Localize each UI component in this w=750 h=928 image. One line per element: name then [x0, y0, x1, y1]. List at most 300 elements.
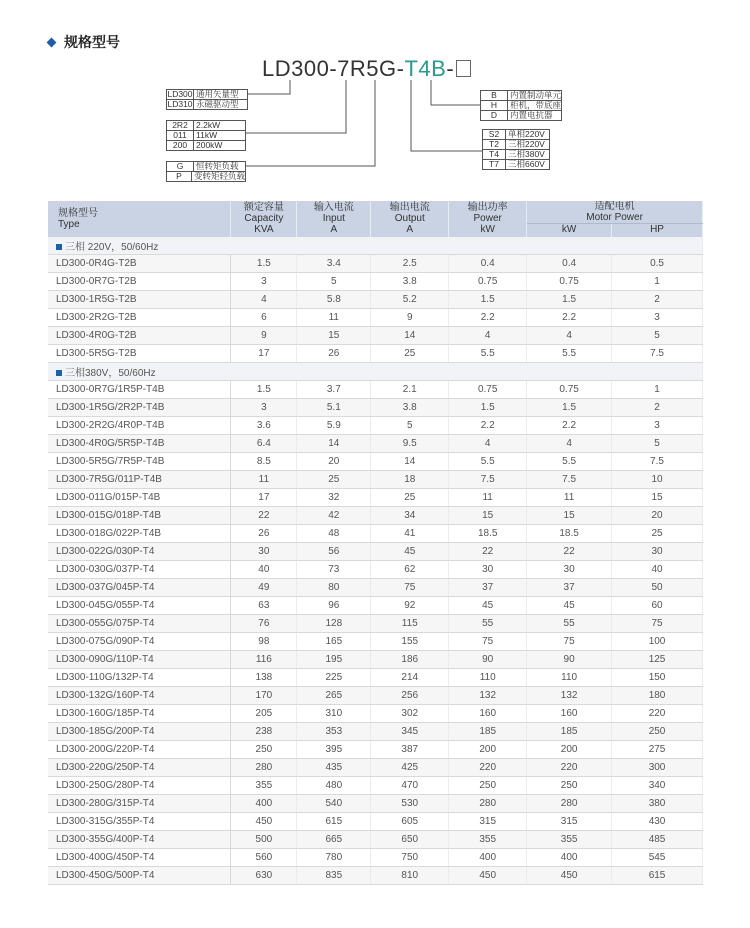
- cell-capacity: 3.6: [231, 417, 297, 435]
- cell-power: 1.5: [449, 291, 527, 309]
- header-power-unit: kW: [449, 224, 527, 238]
- cell-input: 165: [297, 633, 371, 651]
- cell-motor-kw: 7.5: [527, 471, 612, 489]
- cell-output: 9: [371, 309, 449, 327]
- cell-motor-kw: 75: [527, 633, 612, 651]
- header-type: [48, 201, 231, 237]
- cell-motor-kw: 200: [527, 741, 612, 759]
- cell-motor-hp: 5: [612, 327, 703, 345]
- cell-output: 750: [371, 849, 449, 867]
- table-row: [48, 525, 703, 543]
- cell-input: 73: [297, 561, 371, 579]
- table-row: [48, 705, 703, 723]
- cell-output: 345: [371, 723, 449, 741]
- cell-output: 14: [371, 327, 449, 345]
- table-row: [48, 723, 703, 741]
- cell-motor-kw: 280: [527, 795, 612, 813]
- table-row: [48, 561, 703, 579]
- cell-capacity: 1.5: [231, 255, 297, 273]
- cell-type: LD300-1R5G-T2B: [48, 291, 231, 309]
- cell-power: 5.5: [449, 345, 527, 363]
- cell-power: 37: [449, 579, 527, 597]
- cell-power: 355: [449, 831, 527, 849]
- code-voltage: T4: [404, 56, 432, 81]
- cell-motor-hp: 5: [612, 435, 703, 453]
- legend-voltage-row: [483, 159, 549, 169]
- legend-value: 三相660V: [508, 159, 545, 169]
- cell-motor-hp: 545: [612, 849, 703, 867]
- section-title-text: 规格型号: [64, 34, 120, 50]
- cell-output: 14: [371, 453, 449, 471]
- legend-key: T4: [483, 150, 506, 159]
- cell-output: 25: [371, 489, 449, 507]
- cell-type: LD300-185G/200P-T4: [48, 723, 231, 741]
- cell-power: 220: [449, 759, 527, 777]
- cell-motor-kw: 400: [527, 849, 612, 867]
- cell-motor-hp: 7.5: [612, 453, 703, 471]
- legend-value: 永磁驱动型: [196, 99, 239, 109]
- cell-capacity: 3: [231, 273, 297, 291]
- cell-input: 3.7: [297, 381, 371, 399]
- legend-value: 通用矢量型: [196, 89, 239, 99]
- cell-input: 11: [297, 309, 371, 327]
- legend-value: 2.2kW: [196, 120, 221, 130]
- cell-capacity: 22: [231, 507, 297, 525]
- cell-output: 41: [371, 525, 449, 543]
- cell-capacity: 630: [231, 867, 297, 885]
- cell-type: LD300-4R0G-T2B: [48, 327, 231, 345]
- table-header-row: [48, 201, 703, 224]
- cell-motor-kw: 5.5: [527, 453, 612, 471]
- legend-series: [166, 89, 248, 110]
- cell-type: LD300-7R5G/011P-T4B: [48, 471, 231, 489]
- table-row: [48, 345, 703, 363]
- cell-motor-kw: 185: [527, 723, 612, 741]
- cell-motor-kw: 110: [527, 669, 612, 687]
- cell-power: 400: [449, 849, 527, 867]
- cell-input: 20: [297, 453, 371, 471]
- cell-capacity: 6: [231, 309, 297, 327]
- cell-output: 214: [371, 669, 449, 687]
- legend-power-row: [167, 140, 245, 150]
- cell-type: LD300-5R5G-T2B: [48, 345, 231, 363]
- table-group-row: [48, 363, 703, 381]
- header-type-en: Type: [58, 219, 80, 230]
- cell-output: 470: [371, 777, 449, 795]
- legend-key: LD300: [167, 89, 193, 99]
- header-capacity-en: Capacity: [244, 212, 284, 224]
- header-output-unit: A: [371, 224, 449, 238]
- group-label: 三相 220V，50/60Hz: [65, 242, 159, 253]
- cell-type: LD300-045G/055P-T4: [48, 597, 231, 615]
- cell-motor-kw: 160: [527, 705, 612, 723]
- group-label-cell: [48, 237, 703, 255]
- cell-motor-hp: 2: [612, 399, 703, 417]
- code-sep-2: -: [396, 56, 405, 81]
- cell-type: LD300-0R7G/1R5P-T4B: [48, 381, 231, 399]
- cell-motor-kw: 0.4: [527, 255, 612, 273]
- cell-type: LD300-055G/075P-T4: [48, 615, 231, 633]
- cell-output: 155: [371, 633, 449, 651]
- cell-power: 1.5: [449, 399, 527, 417]
- table-row: [48, 543, 703, 561]
- table-row: [48, 867, 703, 885]
- table-row: [48, 795, 703, 813]
- table-row: [48, 273, 703, 291]
- cell-type: LD300-090G/110P-T4: [48, 651, 231, 669]
- cell-motor-kw: 4: [527, 435, 612, 453]
- cell-input: 32: [297, 489, 371, 507]
- cell-input: 80: [297, 579, 371, 597]
- group-label-cell: [48, 363, 703, 381]
- table-row: [48, 507, 703, 525]
- cell-type: LD300-022G/030P-T4: [48, 543, 231, 561]
- cell-capacity: 30: [231, 543, 297, 561]
- cell-type: LD300-220G/250P-T4: [48, 759, 231, 777]
- table-row: [48, 633, 703, 651]
- cell-output: 5.2: [371, 291, 449, 309]
- cell-output: 605: [371, 813, 449, 831]
- cell-input: 780: [297, 849, 371, 867]
- cell-type: LD300-450G/500P-T4: [48, 867, 231, 885]
- table-row: [48, 471, 703, 489]
- cell-motor-hp: 1: [612, 381, 703, 399]
- cell-motor-kw: 0.75: [527, 273, 612, 291]
- header-power-cn: 输出功率: [467, 201, 508, 213]
- cell-motor-hp: 220: [612, 705, 703, 723]
- cell-type: LD300-018G/022P-T4B: [48, 525, 231, 543]
- cell-capacity: 205: [231, 705, 297, 723]
- table-row: [48, 327, 703, 345]
- cell-motor-kw: 0.75: [527, 381, 612, 399]
- cell-motor-hp: 615: [612, 867, 703, 885]
- legend-voltage: [482, 129, 550, 170]
- cell-input: 225: [297, 669, 371, 687]
- cell-motor-hp: 7.5: [612, 345, 703, 363]
- cell-motor-hp: 340: [612, 777, 703, 795]
- cell-input: 615: [297, 813, 371, 831]
- cell-output: 302: [371, 705, 449, 723]
- cell-capacity: 280: [231, 759, 297, 777]
- cell-type: LD300-015G/018P-T4B: [48, 507, 231, 525]
- legend-value: 11kW: [196, 130, 218, 140]
- cell-motor-kw: 2.2: [527, 309, 612, 327]
- cell-motor-hp: 380: [612, 795, 703, 813]
- cell-input: 26: [297, 345, 371, 363]
- cell-capacity: 4: [231, 291, 297, 309]
- table-row: [48, 435, 703, 453]
- legend-load-row: [167, 162, 245, 171]
- cell-motor-kw: 2.2: [527, 417, 612, 435]
- cell-motor-kw: 5.5: [527, 345, 612, 363]
- cell-capacity: 40: [231, 561, 297, 579]
- cell-type: LD300-011G/015P-T4B: [48, 489, 231, 507]
- code-power: 7R5G: [337, 56, 397, 81]
- table-row: [48, 309, 703, 327]
- cell-motor-hp: 275: [612, 741, 703, 759]
- cell-output: 25: [371, 345, 449, 363]
- header-motor-en: Motor Power: [586, 212, 643, 223]
- legend-load: [166, 161, 246, 182]
- table-row: [48, 759, 703, 777]
- cell-input: 14: [297, 435, 371, 453]
- cell-output: 387: [371, 741, 449, 759]
- table-row: [48, 489, 703, 507]
- cell-input: 835: [297, 867, 371, 885]
- cell-power: 2.2: [449, 309, 527, 327]
- cell-power: 11: [449, 489, 527, 507]
- cell-capacity: 560: [231, 849, 297, 867]
- code-sep-1: -: [329, 56, 338, 81]
- cell-power: 132: [449, 687, 527, 705]
- table-row: [48, 615, 703, 633]
- table-row: [48, 651, 703, 669]
- cell-output: 650: [371, 831, 449, 849]
- cell-output: 425: [371, 759, 449, 777]
- table-row: [48, 777, 703, 795]
- table-row: [48, 813, 703, 831]
- header-input: [297, 201, 371, 224]
- cell-power: 75: [449, 633, 527, 651]
- cell-output: 186: [371, 651, 449, 669]
- code-connector-lines: [0, 0, 750, 200]
- cell-motor-hp: 15: [612, 489, 703, 507]
- cell-capacity: 8.5: [231, 453, 297, 471]
- header-output-cn: 输出电流: [389, 201, 430, 213]
- cell-capacity: 170: [231, 687, 297, 705]
- table-row: [48, 453, 703, 471]
- square-bullet-icon: [56, 370, 62, 376]
- cell-power: 30: [449, 561, 527, 579]
- legend-series-row: [167, 99, 247, 109]
- cell-type: LD300-355G/400P-T4: [48, 831, 231, 849]
- legend-value: 柜机，带底座: [509, 100, 561, 110]
- cell-type: LD300-315G/355P-T4: [48, 813, 231, 831]
- cell-motor-kw: 90: [527, 651, 612, 669]
- cell-power: 280: [449, 795, 527, 813]
- cell-power: 5.5: [449, 453, 527, 471]
- cell-motor-hp: 3: [612, 417, 703, 435]
- cell-input: 42: [297, 507, 371, 525]
- header-capacity: [231, 201, 297, 224]
- legend-value: 恒转矩负载: [196, 161, 239, 171]
- legend-value: 内置制动单元: [509, 90, 561, 100]
- table-row: [48, 687, 703, 705]
- legend-key: LD310: [167, 99, 193, 109]
- cell-motor-hp: 60: [612, 597, 703, 615]
- cell-output: 115: [371, 615, 449, 633]
- cell-input: 3.4: [297, 255, 371, 273]
- legend-key: 011: [167, 131, 194, 140]
- cell-power: 450: [449, 867, 527, 885]
- cell-capacity: 76: [231, 615, 297, 633]
- cell-motor-kw: 220: [527, 759, 612, 777]
- legend-key: 200: [167, 141, 194, 150]
- cell-capacity: 400: [231, 795, 297, 813]
- cell-output: 2.5: [371, 255, 449, 273]
- code-sep-3: -: [446, 56, 455, 81]
- cell-type: LD300-5R5G/7R5P-T4B: [48, 453, 231, 471]
- cell-power: 0.4: [449, 255, 527, 273]
- cell-motor-hp: 485: [612, 831, 703, 849]
- legend-value: 单相220V: [508, 129, 545, 139]
- table-group-row: [48, 237, 703, 255]
- cell-motor-kw: 450: [527, 867, 612, 885]
- legend-voltage-row: [483, 130, 549, 139]
- cell-type: LD300-2R2G-T2B: [48, 309, 231, 327]
- cell-power: 0.75: [449, 273, 527, 291]
- square-bullet-icon: [56, 244, 62, 250]
- cell-type: LD300-037G/045P-T4: [48, 579, 231, 597]
- header-input-en: Input: [322, 212, 345, 224]
- cell-capacity: 500: [231, 831, 297, 849]
- cell-input: 540: [297, 795, 371, 813]
- header-input-unit: A: [297, 224, 371, 238]
- legend-key: H: [481, 101, 508, 110]
- cell-type: LD300-250G/280P-T4: [48, 777, 231, 795]
- cell-capacity: 1.5: [231, 381, 297, 399]
- spec-table: [48, 201, 703, 885]
- table-row: [48, 579, 703, 597]
- table-row: [48, 831, 703, 849]
- legend-load-row: [167, 171, 245, 181]
- cell-power: 200: [449, 741, 527, 759]
- legend-power-row: [167, 130, 245, 140]
- cell-power: 250: [449, 777, 527, 795]
- cell-input: 665: [297, 831, 371, 849]
- cell-motor-kw: 4: [527, 327, 612, 345]
- cell-type: LD300-132G/160P-T4: [48, 687, 231, 705]
- cell-motor-hp: 0.5: [612, 255, 703, 273]
- cell-motor-hp: 25: [612, 525, 703, 543]
- cell-motor-kw: 1.5: [527, 399, 612, 417]
- header-motor-hp-unit: HP: [612, 224, 703, 238]
- cell-output: 810: [371, 867, 449, 885]
- legend-options-row: [481, 110, 561, 120]
- cell-power: 2.2: [449, 417, 527, 435]
- table-row: [48, 669, 703, 687]
- header-motor-cn: 适配电机: [594, 201, 635, 212]
- cell-type: LD300-400G/450P-T4: [48, 849, 231, 867]
- cell-power: 22: [449, 543, 527, 561]
- cell-output: 530: [371, 795, 449, 813]
- header-output: [371, 201, 449, 224]
- legend-value: 内置电抗器: [510, 110, 553, 120]
- header-motor: [527, 201, 703, 224]
- cell-motor-kw: 132: [527, 687, 612, 705]
- cell-motor-kw: 1.5: [527, 291, 612, 309]
- cell-capacity: 238: [231, 723, 297, 741]
- cell-input: 195: [297, 651, 371, 669]
- cell-input: 5: [297, 273, 371, 291]
- code-series: LD300: [262, 56, 330, 81]
- cell-motor-hp: 430: [612, 813, 703, 831]
- legend-voltage-row: [483, 139, 549, 149]
- cell-power: 185: [449, 723, 527, 741]
- table-row: [48, 255, 703, 273]
- table-row: [48, 597, 703, 615]
- table-row: [48, 381, 703, 399]
- cell-input: 5.8: [297, 291, 371, 309]
- cell-capacity: 3: [231, 399, 297, 417]
- cell-motor-hp: 250: [612, 723, 703, 741]
- cell-output: 62: [371, 561, 449, 579]
- cell-motor-kw: 355: [527, 831, 612, 849]
- cell-motor-kw: 45: [527, 597, 612, 615]
- legend-key: D: [481, 111, 508, 120]
- cell-capacity: 450: [231, 813, 297, 831]
- cell-type: LD300-1R5G/2R2P-T4B: [48, 399, 231, 417]
- cell-capacity: 355: [231, 777, 297, 795]
- cell-motor-hp: 300: [612, 759, 703, 777]
- cell-capacity: 17: [231, 489, 297, 507]
- legend-options-row: [481, 91, 561, 100]
- group-label: 三相380V，50/60Hz: [65, 368, 156, 379]
- header-capacity-unit: KVA: [231, 224, 297, 238]
- legend-key: B: [481, 91, 508, 100]
- legend-key: S2: [483, 130, 506, 139]
- code-option: B: [431, 56, 447, 81]
- cell-capacity: 250: [231, 741, 297, 759]
- cell-type: LD300-4R0G/5R5P-T4B: [48, 435, 231, 453]
- cell-power: 160: [449, 705, 527, 723]
- header-capacity-cn: 额定容量: [243, 201, 284, 213]
- cell-type: LD300-2R2G/4R0P-T4B: [48, 417, 231, 435]
- cell-capacity: 116: [231, 651, 297, 669]
- cell-type: LD300-0R7G-T2B: [48, 273, 231, 291]
- cell-power: 45: [449, 597, 527, 615]
- cell-type: LD300-0R4G-T2B: [48, 255, 231, 273]
- cell-power: 55: [449, 615, 527, 633]
- cell-input: 435: [297, 759, 371, 777]
- cell-type: LD300-030G/037P-T4: [48, 561, 231, 579]
- table-row: [48, 741, 703, 759]
- header-type-cn: 规格型号: [58, 208, 98, 219]
- cell-output: 9.5: [371, 435, 449, 453]
- legend-voltage-row: [483, 149, 549, 159]
- legend-key: T2: [483, 140, 506, 149]
- cell-type: LD300-280G/315P-T4: [48, 795, 231, 813]
- cell-input: 265: [297, 687, 371, 705]
- cell-type: LD300-075G/090P-T4: [48, 633, 231, 651]
- cell-motor-hp: 100: [612, 633, 703, 651]
- cell-input: 96: [297, 597, 371, 615]
- legend-value: 变转矩轻负载: [193, 171, 245, 181]
- cell-motor-hp: 75: [612, 615, 703, 633]
- cell-motor-kw: 11: [527, 489, 612, 507]
- cell-output: 2.1: [371, 381, 449, 399]
- cell-input: 353: [297, 723, 371, 741]
- cell-capacity: 11: [231, 471, 297, 489]
- cell-motor-hp: 20: [612, 507, 703, 525]
- cell-motor-kw: 15: [527, 507, 612, 525]
- cell-motor-hp: 180: [612, 687, 703, 705]
- cell-power: 18.5: [449, 525, 527, 543]
- legend-power: [166, 120, 246, 151]
- cell-motor-kw: 250: [527, 777, 612, 795]
- legend-key: 2R2: [167, 121, 194, 130]
- legend-key: G: [167, 162, 194, 171]
- cell-capacity: 17: [231, 345, 297, 363]
- cell-capacity: 6.4: [231, 435, 297, 453]
- cell-power: 7.5: [449, 471, 527, 489]
- cell-motor-hp: 50: [612, 579, 703, 597]
- cell-power: 0.75: [449, 381, 527, 399]
- cell-motor-kw: 30: [527, 561, 612, 579]
- cell-output: 3.8: [371, 399, 449, 417]
- cell-output: 92: [371, 597, 449, 615]
- cell-input: 310: [297, 705, 371, 723]
